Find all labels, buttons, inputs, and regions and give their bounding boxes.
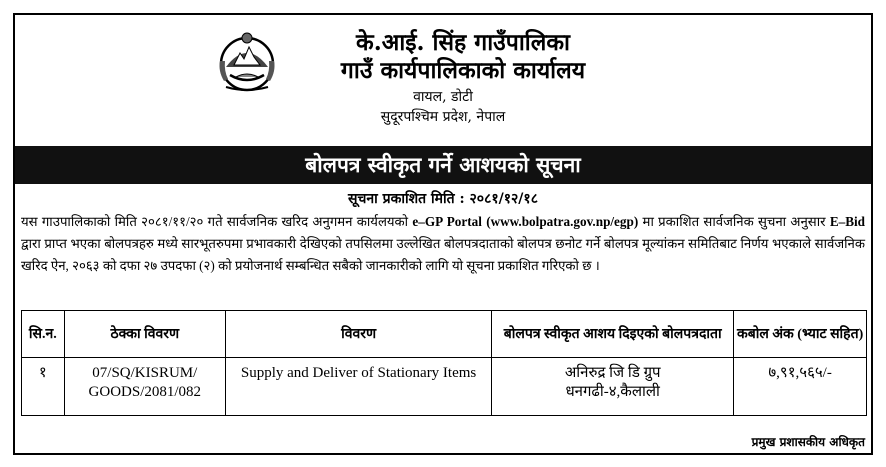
body-part2: मा प्रकाशित सार्वजनिक सुचना अनुसार: [638, 214, 830, 229]
office-subtitle: गाउँ कार्यपालिकाको कार्यालय: [340, 57, 586, 84]
col-header-description: विवरण: [226, 311, 492, 358]
award-table: [21, 310, 867, 416]
office-location: वायल, डोटी: [413, 89, 473, 105]
portal-link[interactable]: e–GP Portal (www.bolpatra.gov.np/egp): [412, 214, 639, 229]
col-header-bidder: बोलपत्र स्वीकृत आशय दिइएको बोलपत्रदाता: [492, 311, 734, 358]
bidder-address: धनगढी-४,कैलाली: [565, 384, 660, 400]
signature-title: प्रमुख प्रशासकीय अधिकृत: [751, 435, 865, 449]
notice-header: [15, 15, 871, 145]
table-row: [22, 358, 867, 416]
body-part1: यस गाउपालिकाको मिति २०८१/११/२० गते सार्वजनिक खरिद अनुगमन कार्यलयको: [21, 214, 413, 229]
ebid-text: E–Bid: [829, 214, 865, 229]
notice-banner: बोलपत्र स्वीकृत गर्ने आशयको सूचना: [15, 146, 871, 184]
notice-frame: [13, 13, 873, 455]
cell-description: Supply and Deliver of Stationary Items: [226, 358, 492, 416]
col-header-contract: ठेक्का विवरण: [64, 311, 225, 358]
col-header-amount: कबोल अंक (भ्याट सहित): [734, 311, 867, 358]
office-province: सुदूरपश्चिम प्रदेश, नेपाल: [380, 109, 506, 125]
table-header-row: [22, 311, 867, 358]
col-header-sn: सि.न.: [22, 311, 65, 358]
cell-sn: १: [22, 358, 65, 416]
notice-body: [21, 211, 865, 277]
bidder-name: अनिरुद्र जि डि ग्रुप: [564, 365, 661, 381]
office-title: के.आई. सिंह गाउँपालिका: [356, 29, 570, 56]
cell-bidder: [492, 358, 734, 416]
cell-contract: 07/SQ/KISRUM/ GOODS/2081/082: [64, 358, 225, 416]
cell-amount: ७,९१,५६५/-: [734, 358, 867, 416]
published-date: सूचना प्रकाशित मिति : २०८१/१२/१८: [348, 191, 538, 207]
body-part3: द्वारा प्राप्त भएका बोलपत्रहरु मध्ये सारभूतरुपमा प्रभावकारी देखिएको तपसिलमा उल्लेखित बोलपत्रदाताको बोलपत्र छनोट गर्ने बोलपत्र मूल्यांकन समितिबाट निर्णय भएकाले सार्वजनिक खरिद ऐन, २०६३ को दफा २७ उपदफा (२) को प्रयोजनार्थ सम्बन्धित सबैको जानकारीको लागि यो सूचना प्रकाशित गरिएको छ ।: [21, 236, 865, 273]
